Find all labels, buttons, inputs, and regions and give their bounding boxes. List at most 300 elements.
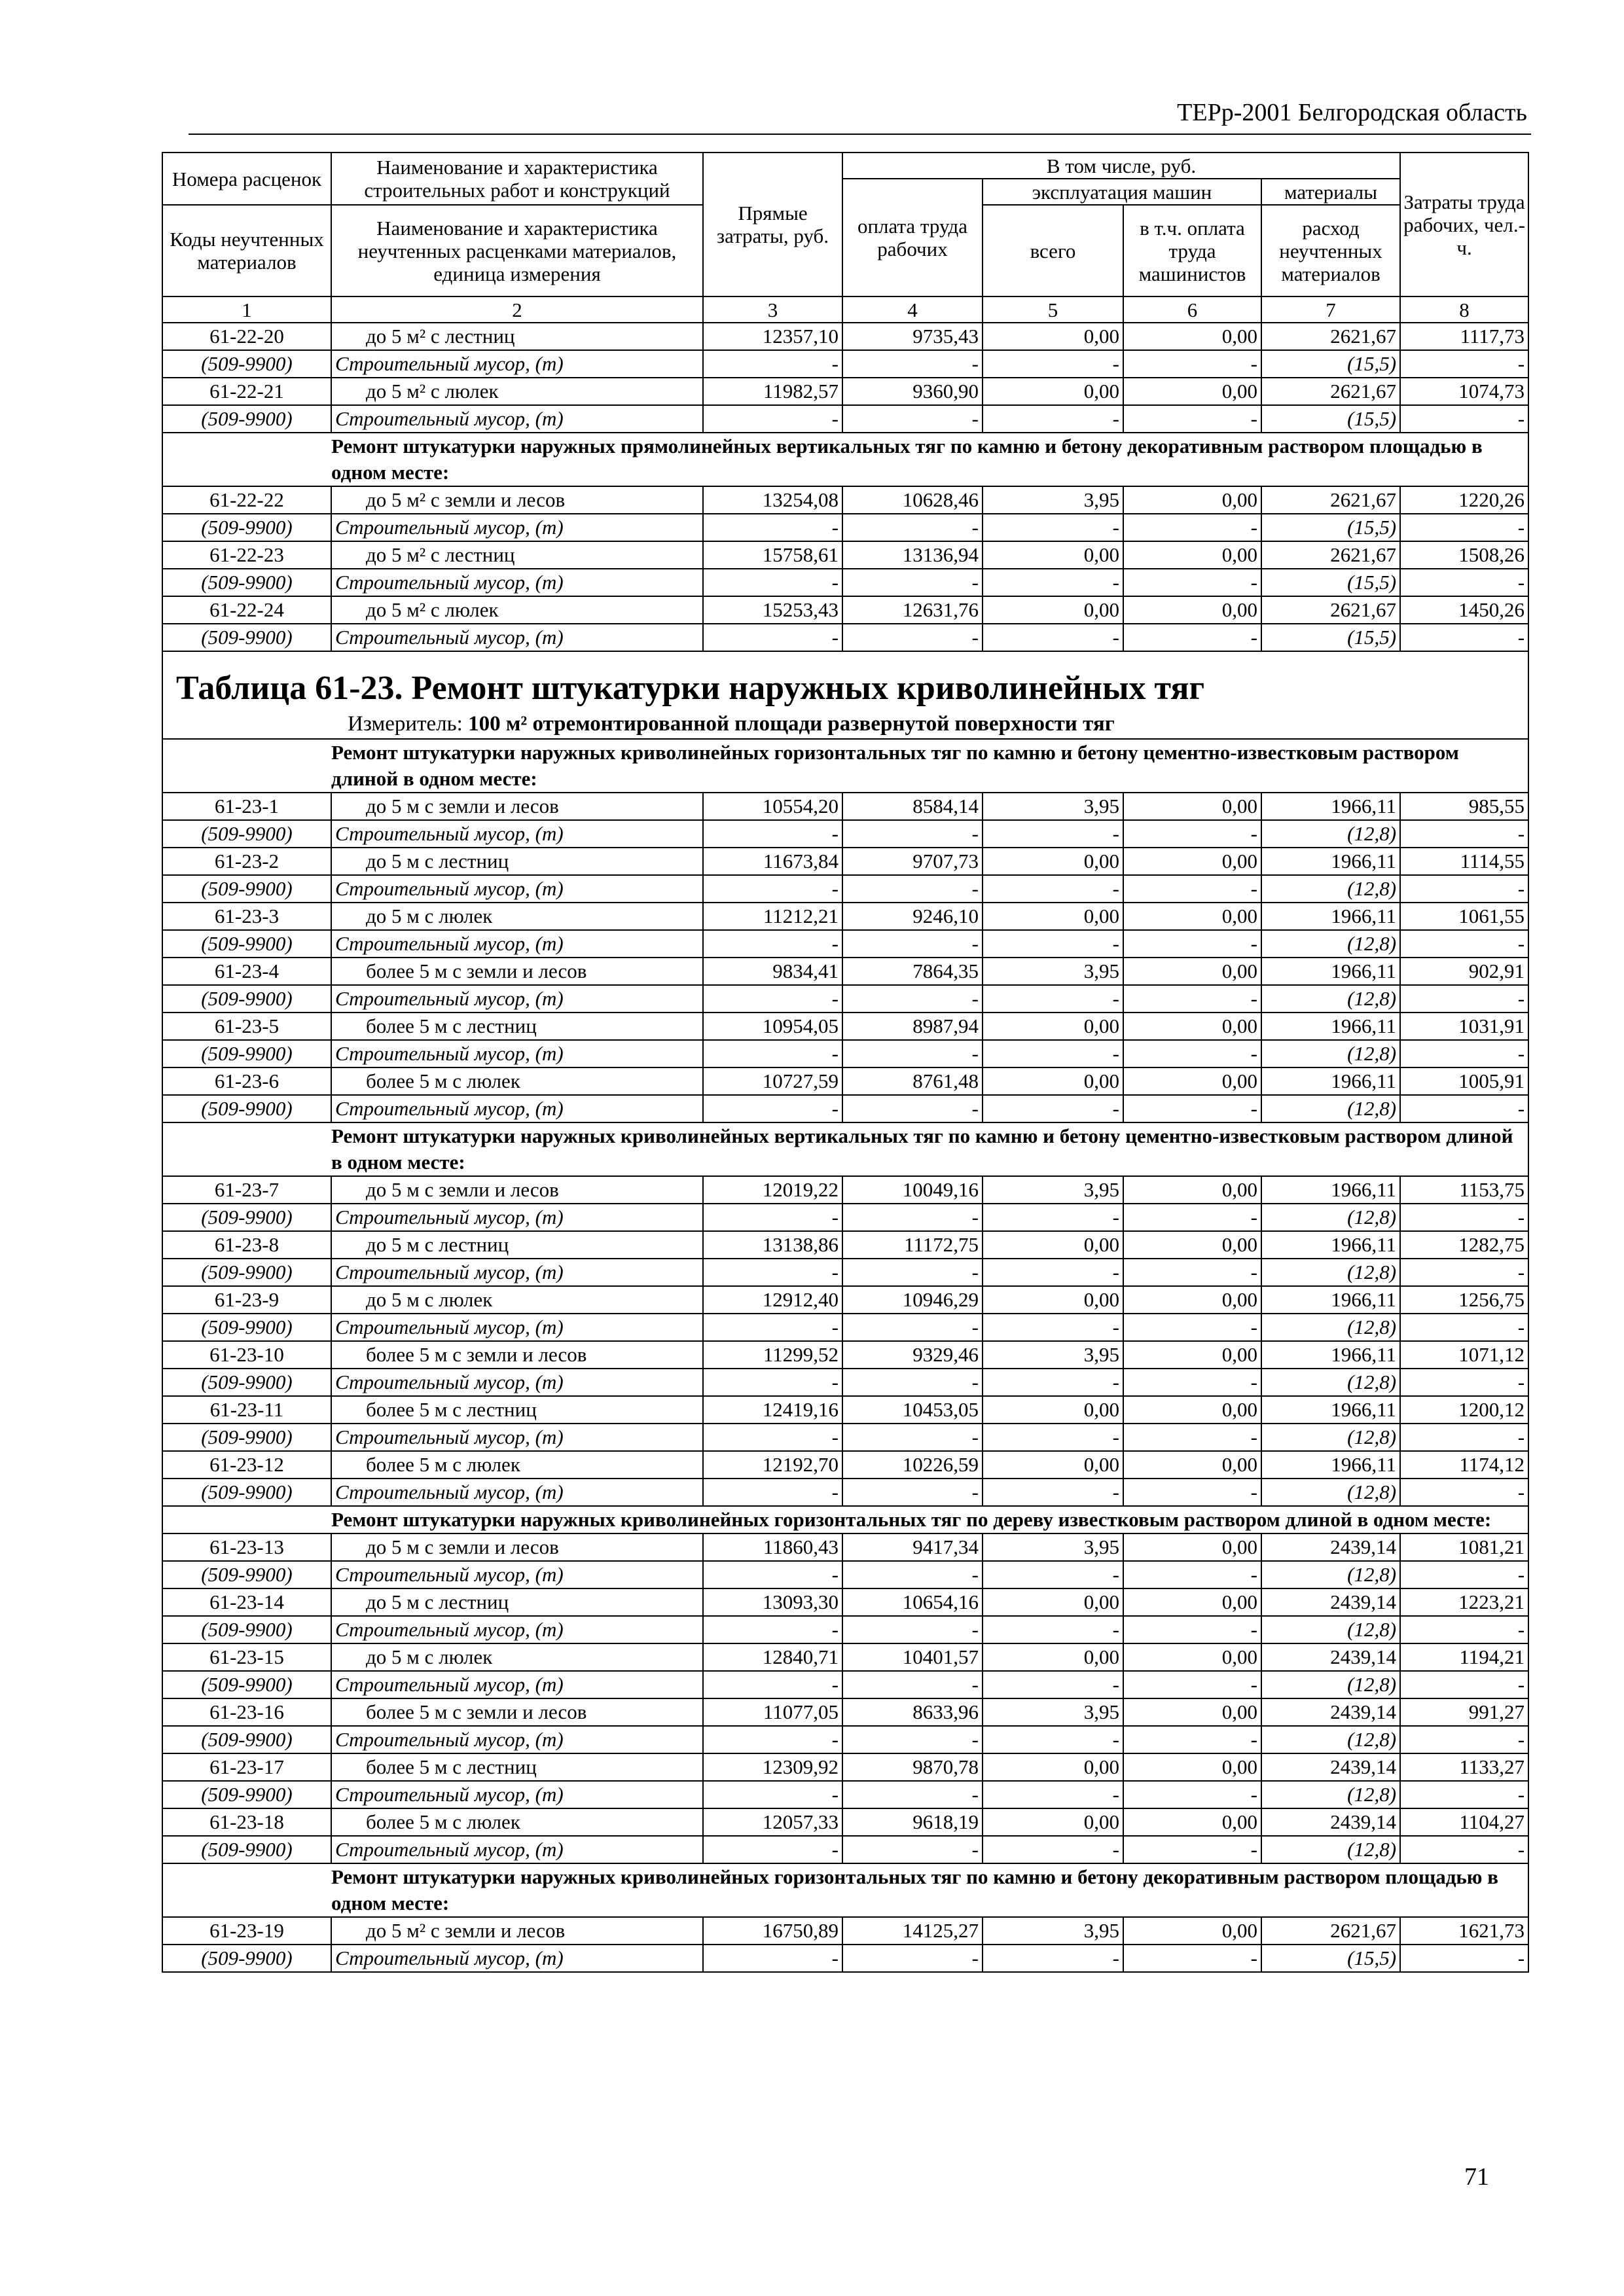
operator-pay: 0,00 [1123, 1231, 1261, 1259]
material-row [162, 569, 1528, 596]
material-name: Строительный мусор, (т) [331, 624, 703, 651]
table-title-block [162, 651, 1528, 739]
direct-costs: 12357,10 [703, 323, 842, 350]
operator-pay: 0,00 [1123, 1808, 1261, 1836]
material-name: Строительный мусор, (т) [331, 1259, 703, 1286]
dash-cell: - [983, 820, 1123, 848]
material-row [162, 405, 1528, 433]
labor-pay: 9246,10 [842, 903, 983, 930]
machine-total: 0,00 [983, 1808, 1123, 1836]
direct-costs: 13093,30 [703, 1588, 842, 1616]
dash-cell: - [842, 1671, 983, 1698]
col-num: 6 [1123, 296, 1261, 323]
dash-cell: - [1400, 569, 1528, 596]
material-name: Строительный мусор, (т) [331, 350, 703, 378]
col-name-works: Наименование и характеристика строительных работ и конструкций [331, 152, 703, 205]
rate-code: 61-23-7 [162, 1176, 331, 1204]
direct-costs: 10727,59 [703, 1067, 842, 1095]
materials-cost: 2439,14 [1261, 1588, 1400, 1616]
material-code: (509-9900) [162, 350, 331, 378]
material-row [162, 514, 1528, 541]
material-qty: (12,8) [1261, 1479, 1400, 1506]
section-blank [162, 433, 331, 486]
dash-cell: - [983, 875, 1123, 903]
section-title: Ремонт штукатурки наружных криволинейных горизонтальных тяг по камню и бетону декоративным раствором площадью в одном месте: [331, 1863, 1528, 1917]
dash-cell: - [1400, 985, 1528, 1013]
machine-total: 3,95 [983, 1698, 1123, 1726]
direct-costs: 11212,21 [703, 903, 842, 930]
dash-cell: - [1400, 875, 1528, 903]
rate-name: до 5 м с лестниц [331, 848, 703, 875]
dash-cell: - [983, 569, 1123, 596]
material-row [162, 1479, 1528, 1506]
material-row [162, 350, 1528, 378]
rate-row [162, 1176, 1528, 1204]
machine-total: 0,00 [983, 1753, 1123, 1781]
materials-cost: 1966,11 [1261, 1396, 1400, 1424]
dash-cell: - [1123, 1616, 1261, 1643]
machine-total: 3,95 [983, 1341, 1123, 1369]
machine-total: 0,00 [983, 378, 1123, 405]
direct-costs: 13138,86 [703, 1231, 842, 1259]
rate-row [162, 1753, 1528, 1781]
material-row [162, 1616, 1528, 1643]
materials-cost: 2439,14 [1261, 1753, 1400, 1781]
labor-pay: 10946,29 [842, 1286, 983, 1314]
dash-cell: - [703, 1616, 842, 1643]
direct-costs: 11077,05 [703, 1698, 842, 1726]
dash-cell: - [983, 1479, 1123, 1506]
rate-code: 61-23-18 [162, 1808, 331, 1836]
dash-cell: - [703, 405, 842, 433]
dash-cell: - [1123, 1369, 1261, 1396]
labor-hours: 1220,26 [1400, 486, 1528, 514]
machine-total: 3,95 [983, 958, 1123, 985]
dash-cell: - [1400, 930, 1528, 958]
material-code: (509-9900) [162, 1259, 331, 1286]
rate-code: 61-23-10 [162, 1341, 331, 1369]
dash-cell: - [983, 624, 1123, 651]
dash-cell: - [1123, 1479, 1261, 1506]
labor-hours: 1133,27 [1400, 1753, 1528, 1781]
rate-name: до 5 м с люлек [331, 1286, 703, 1314]
labor-pay: 9735,43 [842, 323, 983, 350]
labor-pay: 14125,27 [842, 1917, 983, 1945]
dash-cell: - [1123, 1726, 1261, 1753]
table-title-row [162, 651, 1528, 739]
operator-pay: 0,00 [1123, 1698, 1261, 1726]
machine-total: 0,00 [983, 1588, 1123, 1616]
material-name: Строительный мусор, (т) [331, 405, 703, 433]
materials-cost: 1966,11 [1261, 1176, 1400, 1204]
rate-name: до 5 м² с земли и лесов [331, 1917, 703, 1945]
labor-hours: 1074,73 [1400, 378, 1528, 405]
material-qty: (12,8) [1261, 820, 1400, 848]
rate-row [162, 1231, 1528, 1259]
rate-row [162, 596, 1528, 624]
dash-cell: - [1123, 875, 1261, 903]
table-title: Таблица 61-23. Ремонт штукатурки наружных криволинейных тяг [176, 670, 1205, 707]
material-name: Строительный мусор, (т) [331, 1945, 703, 1972]
rate-name: более 5 м с земли и лесов [331, 958, 703, 985]
material-row [162, 1561, 1528, 1588]
machine-total: 3,95 [983, 1917, 1123, 1945]
dash-cell: - [703, 930, 842, 958]
material-code: (509-9900) [162, 405, 331, 433]
dash-cell: - [1400, 405, 1528, 433]
rate-code: 61-23-19 [162, 1917, 331, 1945]
direct-costs: 12192,70 [703, 1451, 842, 1479]
rate-row [162, 1067, 1528, 1095]
dash-cell: - [983, 1204, 1123, 1231]
operator-pay: 0,00 [1123, 323, 1261, 350]
col-num: 2 [331, 296, 703, 323]
rate-name: до 5 м² с лестниц [331, 541, 703, 569]
dash-cell: - [983, 1561, 1123, 1588]
dash-cell: - [703, 1479, 842, 1506]
dash-cell: - [842, 875, 983, 903]
dash-cell: - [1400, 1479, 1528, 1506]
dash-cell: - [1400, 1369, 1528, 1396]
col-num: 3 [703, 296, 842, 323]
material-name: Строительный мусор, (т) [331, 985, 703, 1013]
dash-cell: - [703, 514, 842, 541]
material-qty: (12,8) [1261, 1040, 1400, 1067]
dash-cell: - [1400, 820, 1528, 848]
dash-cell: - [983, 1616, 1123, 1643]
col-machine-total: всего [983, 205, 1123, 296]
labor-hours: 1508,26 [1400, 541, 1528, 569]
dash-cell: - [983, 1369, 1123, 1396]
materials-cost: 1966,11 [1261, 1341, 1400, 1369]
rate-code: 61-22-24 [162, 596, 331, 624]
dash-cell: - [983, 1314, 1123, 1341]
direct-costs: 12912,40 [703, 1286, 842, 1314]
labor-pay: 9870,78 [842, 1753, 983, 1781]
material-qty: (12,8) [1261, 1836, 1400, 1863]
machine-total: 0,00 [983, 1643, 1123, 1671]
rate-code: 61-23-9 [162, 1286, 331, 1314]
rate-name: до 5 м² с лестниц [331, 323, 703, 350]
machine-total: 0,00 [983, 541, 1123, 569]
machine-total: 0,00 [983, 1231, 1123, 1259]
operator-pay: 0,00 [1123, 486, 1261, 514]
operator-pay: 0,00 [1123, 1013, 1261, 1040]
machine-total: 0,00 [983, 903, 1123, 930]
direct-costs: 12057,33 [703, 1808, 842, 1836]
direct-costs: 10954,05 [703, 1013, 842, 1040]
materials-cost: 1966,11 [1261, 793, 1400, 820]
dash-cell: - [842, 1836, 983, 1863]
rate-row [162, 793, 1528, 820]
rate-row [162, 1643, 1528, 1671]
dash-cell: - [703, 1726, 842, 1753]
dash-cell: - [1123, 930, 1261, 958]
material-qty: (15,5) [1261, 569, 1400, 596]
material-name: Строительный мусор, (т) [331, 569, 703, 596]
rate-row [162, 1588, 1528, 1616]
section-title: Ремонт штукатурки наружных криволинейных горизонтальных тяг по дереву известковым раствором длиной в одном месте: [331, 1506, 1528, 1534]
labor-hours: 1117,73 [1400, 323, 1528, 350]
operator-pay: 0,00 [1123, 958, 1261, 985]
labor-hours: 985,55 [1400, 793, 1528, 820]
machine-total: 3,95 [983, 486, 1123, 514]
col-unaccounted-materials-use: расход неучтенных материалов [1261, 205, 1400, 296]
section-title: Ремонт штукатурки наружных криволинейных вертикальных тяг по камню и бетону цементно-известковым раствором длиной в одном месте: [331, 1122, 1528, 1176]
material-row [162, 1369, 1528, 1396]
dash-cell: - [1123, 1095, 1261, 1122]
dash-cell: - [703, 1369, 842, 1396]
direct-costs: 13254,08 [703, 486, 842, 514]
labor-hours: 1282,75 [1400, 1231, 1528, 1259]
material-qty: (12,8) [1261, 1726, 1400, 1753]
rate-row [162, 903, 1528, 930]
rate-name: до 5 м² с люлек [331, 596, 703, 624]
dash-cell: - [1123, 1561, 1261, 1588]
material-name: Строительный мусор, (т) [331, 1424, 703, 1451]
header-divider [189, 134, 1531, 135]
dash-cell: - [1123, 1424, 1261, 1451]
material-row [162, 1945, 1528, 1972]
labor-hours: 1200,12 [1400, 1396, 1528, 1424]
direct-costs: 9834,41 [703, 958, 842, 985]
dash-cell: - [703, 624, 842, 651]
material-row [162, 624, 1528, 651]
material-name: Строительный мусор, (т) [331, 1561, 703, 1588]
dash-cell: - [983, 405, 1123, 433]
dash-cell: - [842, 1616, 983, 1643]
material-row [162, 1204, 1528, 1231]
materials-cost: 2621,67 [1261, 378, 1400, 405]
material-name: Строительный мусор, (т) [331, 1040, 703, 1067]
operator-pay: 0,00 [1123, 541, 1261, 569]
rate-code: 61-23-12 [162, 1451, 331, 1479]
material-qty: (12,8) [1261, 1424, 1400, 1451]
material-row [162, 1836, 1528, 1863]
material-code: (509-9900) [162, 569, 331, 596]
section-row [162, 1122, 1528, 1176]
labor-hours: 1071,12 [1400, 1341, 1528, 1369]
rate-code: 61-22-21 [162, 378, 331, 405]
dash-cell: - [703, 1204, 842, 1231]
document-header-title: ТЕРр-2001 Белгородская область [1177, 99, 1527, 126]
machine-total: 0,00 [983, 848, 1123, 875]
rate-code: 61-23-4 [162, 958, 331, 985]
dash-cell: - [842, 1095, 983, 1122]
material-qty: (12,8) [1261, 930, 1400, 958]
section-title: Ремонт штукатурки наружных криволинейных горизонтальных тяг по камню и бетону цементно-известковым раствором длиной в одном месте: [331, 739, 1528, 793]
direct-costs: 12840,71 [703, 1643, 842, 1671]
dash-cell: - [983, 985, 1123, 1013]
rate-row [162, 1808, 1528, 1836]
materials-cost: 1966,11 [1261, 903, 1400, 930]
rate-row [162, 323, 1528, 350]
dash-cell: - [1123, 1781, 1261, 1808]
dash-cell: - [1123, 1836, 1261, 1863]
labor-hours: 1031,91 [1400, 1013, 1528, 1040]
dash-cell: - [1123, 624, 1261, 651]
material-qty: (15,5) [1261, 624, 1400, 651]
dash-cell: - [703, 1781, 842, 1808]
materials-cost: 2621,67 [1261, 323, 1400, 350]
operator-pay: 0,00 [1123, 596, 1261, 624]
measure-value: 100 м² отремонтированной площади развернутой поверхности тяг [468, 712, 1115, 736]
labor-pay: 9329,46 [842, 1341, 983, 1369]
dash-cell: - [1400, 624, 1528, 651]
operator-pay: 0,00 [1123, 1176, 1261, 1204]
dash-cell: - [703, 1945, 842, 1972]
col-num: 5 [983, 296, 1123, 323]
rate-code: 61-23-15 [162, 1643, 331, 1671]
materials-cost: 1966,11 [1261, 958, 1400, 985]
dash-cell: - [703, 1561, 842, 1588]
material-code: (509-9900) [162, 875, 331, 903]
operator-pay: 0,00 [1123, 378, 1261, 405]
labor-hours: 1621,73 [1400, 1917, 1528, 1945]
labor-pay: 10401,57 [842, 1643, 983, 1671]
materials-cost: 1966,11 [1261, 848, 1400, 875]
rate-name: более 5 м с лестниц [331, 1753, 703, 1781]
labor-pay: 9618,19 [842, 1808, 983, 1836]
col-num: 8 [1400, 296, 1528, 323]
labor-pay: 8633,96 [842, 1698, 983, 1726]
material-name: Строительный мусор, (т) [331, 820, 703, 848]
rate-name: до 5 м² с земли и лесов [331, 486, 703, 514]
rate-name: более 5 м с земли и лесов [331, 1341, 703, 1369]
dash-cell: - [1123, 1204, 1261, 1231]
col-num: 4 [842, 296, 983, 323]
material-code: (509-9900) [162, 1479, 331, 1506]
dash-cell: - [703, 1095, 842, 1122]
col-num: 7 [1261, 296, 1400, 323]
direct-costs: 12309,92 [703, 1753, 842, 1781]
rates-table [162, 152, 1529, 1973]
dash-cell: - [1400, 514, 1528, 541]
rate-row [162, 1917, 1528, 1945]
materials-cost: 1966,11 [1261, 1286, 1400, 1314]
material-code: (509-9900) [162, 1424, 331, 1451]
rate-row [162, 1698, 1528, 1726]
dash-cell: - [1400, 1424, 1528, 1451]
material-name: Строительный мусор, (т) [331, 875, 703, 903]
dash-cell: - [983, 1259, 1123, 1286]
labor-pay: 9360,90 [842, 378, 983, 405]
rate-code: 61-23-3 [162, 903, 331, 930]
direct-costs: 11673,84 [703, 848, 842, 875]
dash-cell: - [703, 350, 842, 378]
material-code: (509-9900) [162, 1836, 331, 1863]
rate-code: 61-23-17 [162, 1753, 331, 1781]
rate-row [162, 958, 1528, 985]
rate-code: 61-23-2 [162, 848, 331, 875]
section-row [162, 1863, 1528, 1917]
material-code: (509-9900) [162, 1204, 331, 1231]
material-qty: (12,8) [1261, 1671, 1400, 1698]
machine-total: 0,00 [983, 1286, 1123, 1314]
dash-cell: - [1400, 1561, 1528, 1588]
dash-cell: - [842, 624, 983, 651]
machine-total: 0,00 [983, 1067, 1123, 1095]
material-qty: (12,8) [1261, 1204, 1400, 1231]
rate-code: 61-23-6 [162, 1067, 331, 1095]
rate-name: более 5 м с лестниц [331, 1396, 703, 1424]
col-codes-unaccounted: Коды неучтенных материалов [162, 205, 331, 296]
rate-row [162, 848, 1528, 875]
labor-pay: 10654,16 [842, 1588, 983, 1616]
dash-cell: - [1400, 1314, 1528, 1341]
section-blank [162, 1863, 331, 1917]
operator-pay: 0,00 [1123, 1067, 1261, 1095]
labor-hours: 1005,91 [1400, 1067, 1528, 1095]
dash-cell: - [703, 875, 842, 903]
page-number: 71 [1464, 2163, 1489, 2191]
labor-hours: 991,27 [1400, 1698, 1528, 1726]
rate-row [162, 1451, 1528, 1479]
machine-total: 0,00 [983, 1451, 1123, 1479]
machine-total: 0,00 [983, 596, 1123, 624]
dash-cell: - [1123, 1671, 1261, 1698]
material-code: (509-9900) [162, 930, 331, 958]
dash-cell: - [842, 1479, 983, 1506]
dash-cell: - [1123, 1259, 1261, 1286]
dash-cell: - [983, 1040, 1123, 1067]
rate-row [162, 541, 1528, 569]
dash-cell: - [1123, 820, 1261, 848]
operator-pay: 0,00 [1123, 1451, 1261, 1479]
labor-hours: 1194,21 [1400, 1643, 1528, 1671]
material-name: Строительный мусор, (т) [331, 930, 703, 958]
materials-cost: 2439,14 [1261, 1643, 1400, 1671]
dash-cell: - [842, 1561, 983, 1588]
materials-cost: 1966,11 [1261, 1451, 1400, 1479]
col-labor-costs: Затраты труда рабочих, чел.-ч. [1400, 152, 1528, 296]
rate-row [162, 486, 1528, 514]
col-machine-operation: эксплуатация машин [983, 179, 1261, 205]
rate-code: 61-23-14 [162, 1588, 331, 1616]
labor-hours: 1114,55 [1400, 848, 1528, 875]
material-row [162, 1726, 1528, 1753]
dash-cell: - [842, 1314, 983, 1341]
material-code: (509-9900) [162, 1671, 331, 1698]
material-code: (509-9900) [162, 1369, 331, 1396]
dash-cell: - [1400, 1095, 1528, 1122]
dash-cell: - [1400, 1671, 1528, 1698]
dash-cell: - [703, 1424, 842, 1451]
dash-cell: - [1400, 1836, 1528, 1863]
section-blank [162, 1122, 331, 1176]
operator-pay: 0,00 [1123, 1588, 1261, 1616]
col-num: 1 [162, 296, 331, 323]
section-blank [162, 1506, 331, 1534]
section-row [162, 1506, 1528, 1534]
material-qty: (12,8) [1261, 985, 1400, 1013]
material-name: Строительный мусор, (т) [331, 1095, 703, 1122]
operator-pay: 0,00 [1123, 1396, 1261, 1424]
material-code: (509-9900) [162, 1561, 331, 1588]
materials-cost: 2439,14 [1261, 1534, 1400, 1561]
material-row [162, 1095, 1528, 1122]
material-qty: (15,5) [1261, 350, 1400, 378]
dash-cell: - [983, 1836, 1123, 1863]
material-name: Строительный мусор, (т) [331, 514, 703, 541]
material-name: Строительный мусор, (т) [331, 1479, 703, 1506]
material-qty: (15,5) [1261, 514, 1400, 541]
operator-pay: 0,00 [1123, 1286, 1261, 1314]
material-row [162, 875, 1528, 903]
dash-cell: - [983, 1671, 1123, 1698]
rate-name: до 5 м с люлек [331, 1643, 703, 1671]
rate-code: 61-23-1 [162, 793, 331, 820]
